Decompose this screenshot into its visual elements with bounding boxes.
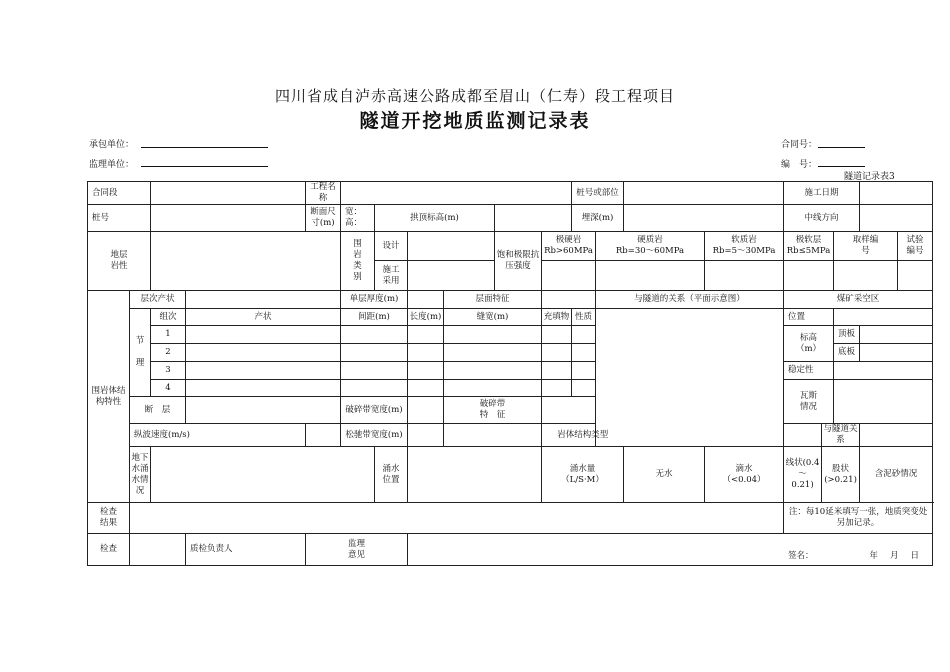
contractor-label: 承包单位：	[89, 140, 135, 150]
station-part-label: 桩号或部位	[572, 182, 624, 205]
joint-3-spacing[interactable]	[341, 362, 408, 380]
joint-3-gap[interactable]	[444, 362, 542, 380]
very-hard-rock-label: 极硬岩 Rb>60MPa	[542, 232, 596, 261]
qc-person	[186, 534, 306, 566]
joint-row-no: 3	[151, 362, 186, 380]
coal-position-label: 位置	[784, 309, 834, 326]
relation-with-tunnel-value[interactable]	[860, 424, 933, 447]
coal-roof-value[interactable]	[860, 326, 933, 344]
inflow-rate-label: 涌水量 （L/S·M）	[542, 447, 624, 503]
rock-class-label: 围 岩 类 别	[341, 232, 375, 291]
layer-thickness-label: 单层厚度(m)	[341, 291, 408, 309]
qc-person-label: 质检负责人	[190, 544, 233, 554]
loose-zone-width-value[interactable]	[408, 424, 444, 447]
loose-zone-extra[interactable]	[444, 424, 542, 447]
contract-section-value[interactable]	[151, 182, 306, 205]
center-direction-label: 中线方向	[784, 205, 860, 232]
length-header: 长度(m)	[408, 309, 444, 326]
inflow-position-value[interactable]	[408, 447, 542, 503]
joint-3-attitude[interactable]	[186, 362, 341, 380]
gas-label: 瓦斯 情况	[784, 380, 834, 424]
gas-value[interactable]	[834, 380, 933, 424]
supervision-opinion-label: 监理 意见	[306, 534, 408, 566]
project-name: 四川省成自泸赤高速公路成都至眉山（仁寿）段工程项目	[274, 87, 675, 105]
groundwater-value[interactable]	[151, 447, 375, 503]
layer-feature-label: 层面特征	[444, 291, 542, 309]
station-value[interactable]	[151, 205, 306, 232]
coal-floor-value[interactable]	[860, 344, 933, 362]
joint-1-filling[interactable]	[542, 326, 572, 344]
serial-no-field[interactable]	[818, 166, 865, 167]
fracture-feature-label: 破碎带 特 征	[444, 397, 542, 424]
joint-row-no: 2	[151, 344, 186, 362]
section-size-label: 断面尺寸(m)	[306, 205, 341, 232]
check-result-value[interactable]	[130, 503, 784, 534]
rock-structure-type-value[interactable]	[784, 424, 822, 447]
supervisor-field[interactable]	[141, 166, 268, 167]
day-label: 日	[910, 551, 920, 561]
burial-depth-value[interactable]	[624, 205, 784, 232]
joint-2-length[interactable]	[408, 344, 444, 362]
serial-no-label: 编 号：	[781, 160, 818, 170]
test-no-value[interactable]	[898, 261, 933, 291]
contract-section-label: 合同段	[88, 182, 151, 205]
stratum-lithology-label: 地层 岩性	[88, 232, 151, 291]
inflow-position-label: 涌水 位置	[375, 447, 408, 503]
month-label: 月	[890, 551, 899, 561]
joint-4-spacing[interactable]	[341, 380, 408, 397]
gap-width-header: 缝宽(m)	[444, 309, 542, 326]
construction-adopted-value[interactable]	[408, 261, 495, 291]
very-soft-rock-label: 极软层 Rb≤5MPa	[784, 232, 834, 261]
layer-feature-value[interactable]	[542, 291, 596, 309]
coal-goaf-label: 煤矿采空区	[784, 291, 933, 309]
signature-line	[409, 551, 931, 562]
joint-1-attitude[interactable]	[186, 326, 341, 344]
construction-adopted-label: 施工 采用	[375, 261, 408, 291]
joints-label: 节 理	[130, 309, 151, 397]
group-no-header: 组次	[151, 309, 186, 326]
form-title: 隧道开挖地质监测记录表	[359, 110, 591, 132]
drip-label: 滴水 （<0.04）	[705, 447, 784, 503]
hard-rock-label: 硬质岩 Rb=30～60MPa	[596, 232, 705, 261]
mud-sand-label: 含泥砂情况	[860, 447, 933, 503]
joint-2-filling[interactable]	[542, 344, 572, 362]
joint-4-length[interactable]	[408, 380, 444, 397]
soft-rock-value[interactable]	[705, 261, 784, 291]
design-label: 设计	[375, 232, 408, 261]
saturated-strength-label: 饱和极限抗 压强度	[495, 232, 542, 291]
joint-3-filling[interactable]	[542, 362, 572, 380]
relation-with-tunnel-label: 与隧道关 系	[822, 424, 860, 447]
fracture-width-label: 破碎带宽度(m)	[341, 397, 408, 424]
burial-depth-label: 埋深(m)	[572, 205, 624, 232]
joint-4-attitude[interactable]	[186, 380, 341, 397]
contract-no-field[interactable]	[818, 147, 865, 148]
joint-2-gap[interactable]	[444, 344, 542, 362]
very-soft-rock-value[interactable]	[784, 261, 834, 291]
stability-value[interactable]	[834, 362, 933, 380]
wave-velocity-value[interactable]	[306, 424, 341, 447]
station-label: 桩号	[88, 205, 151, 232]
joint-4-nature[interactable]	[572, 380, 596, 397]
loose-zone-width-label: 松驰带宽度(m)	[341, 424, 408, 447]
joint-2-spacing[interactable]	[341, 344, 408, 362]
joint-3-nature[interactable]	[572, 362, 596, 380]
filling-header: 充填物	[542, 309, 572, 326]
check-label: 检查	[88, 534, 130, 566]
layer-attitude-label: 层次产状	[130, 291, 186, 309]
construction-date-label: 施工日期	[784, 182, 860, 205]
joint-2-attitude[interactable]	[186, 344, 341, 362]
hard-rock-value[interactable]	[596, 261, 705, 291]
width-height-label: 宽： 高：	[341, 205, 375, 232]
sample-no-value[interactable]	[834, 261, 898, 291]
year-label: 年	[869, 551, 879, 561]
station-part-value[interactable]	[624, 182, 784, 205]
design-value[interactable]	[408, 232, 495, 261]
stability-label: 稳定性	[784, 362, 834, 380]
groundwater-label: 地下水涌 水情况	[130, 447, 151, 503]
nature-header: 性质	[572, 309, 596, 326]
sign-label: 签名：	[788, 551, 814, 561]
supervisor-label: 监理单位：	[89, 160, 135, 170]
check-result-note: 注：每10延米填写一张，地质突变处另加记录。	[784, 503, 933, 534]
joint-2-nature[interactable]	[572, 344, 596, 362]
very-hard-rock-value[interactable]	[542, 261, 596, 291]
soft-rock-label: 软质岩 Rb=5～30MPa	[705, 232, 784, 261]
joint-1-spacing[interactable]	[341, 326, 408, 344]
relation-tunnel-label: 与隧道的关系（平面示意图）	[596, 291, 784, 309]
joint-1-gap[interactable]	[444, 326, 542, 344]
fault-label: 断 层	[130, 397, 186, 424]
layer-thickness-value[interactable]	[408, 291, 444, 309]
fracture-feature-value[interactable]	[542, 397, 596, 424]
coal-floor-label: 底板	[834, 344, 860, 362]
sample-no-label: 取样编 号	[834, 232, 898, 261]
coal-roof-label: 顶板	[834, 326, 860, 344]
arch-crown-elevation-value[interactable]	[495, 205, 572, 232]
joint-4-filling[interactable]	[542, 380, 572, 397]
stream-flow-label: 股状 (>0.21)	[822, 447, 860, 503]
supervision-opinion-value[interactable]	[408, 534, 933, 566]
rock-structure-type-label: 岩体结构类型	[542, 424, 624, 447]
joint-1-length[interactable]	[408, 326, 444, 344]
center-direction-value[interactable]	[860, 205, 933, 232]
spacing-header: 间距(m)	[341, 309, 408, 326]
arch-crown-elevation-label: 拱顶标高(m)	[375, 205, 495, 232]
form-code: 隧道记录表3	[844, 172, 895, 182]
construction-date-value[interactable]	[860, 182, 933, 205]
fault-value[interactable]	[186, 397, 341, 424]
coal-elevation-label: 标高 （m）	[784, 326, 834, 362]
check-result-label: 检查 结果	[88, 503, 130, 534]
joint-row-no: 4	[151, 380, 186, 397]
monitoring-record-table	[87, 181, 933, 566]
attitude-header: 产状	[186, 309, 341, 326]
joint-4-gap[interactable]	[444, 380, 542, 397]
relation-sketch-area[interactable]	[596, 309, 784, 447]
test-no-label: 试验 编号	[898, 232, 933, 261]
linear-flow-label: 线状(0.4～ 0.21)	[784, 447, 822, 503]
coal-position-value[interactable]	[834, 309, 933, 326]
project-name-value[interactable]	[341, 182, 572, 205]
check-value[interactable]	[130, 534, 186, 566]
joint-1-nature[interactable]	[572, 326, 596, 344]
layer-attitude-value[interactable]	[186, 291, 341, 309]
stratum-lithology-value[interactable]	[151, 232, 341, 291]
project-name-label: 工程名称	[306, 182, 341, 205]
joint-row-no: 1	[151, 326, 186, 344]
no-water-label: 无水	[624, 447, 705, 503]
fracture-width-value[interactable]	[408, 397, 444, 424]
contract-no-label: 合同号：	[781, 140, 818, 150]
joint-3-length[interactable]	[408, 362, 444, 380]
contractor-field[interactable]	[141, 147, 268, 148]
wave-velocity-label: 纵波速度(m/s)	[130, 424, 306, 447]
rock-structure-group-label: 围岩体结 构特性	[88, 291, 130, 503]
